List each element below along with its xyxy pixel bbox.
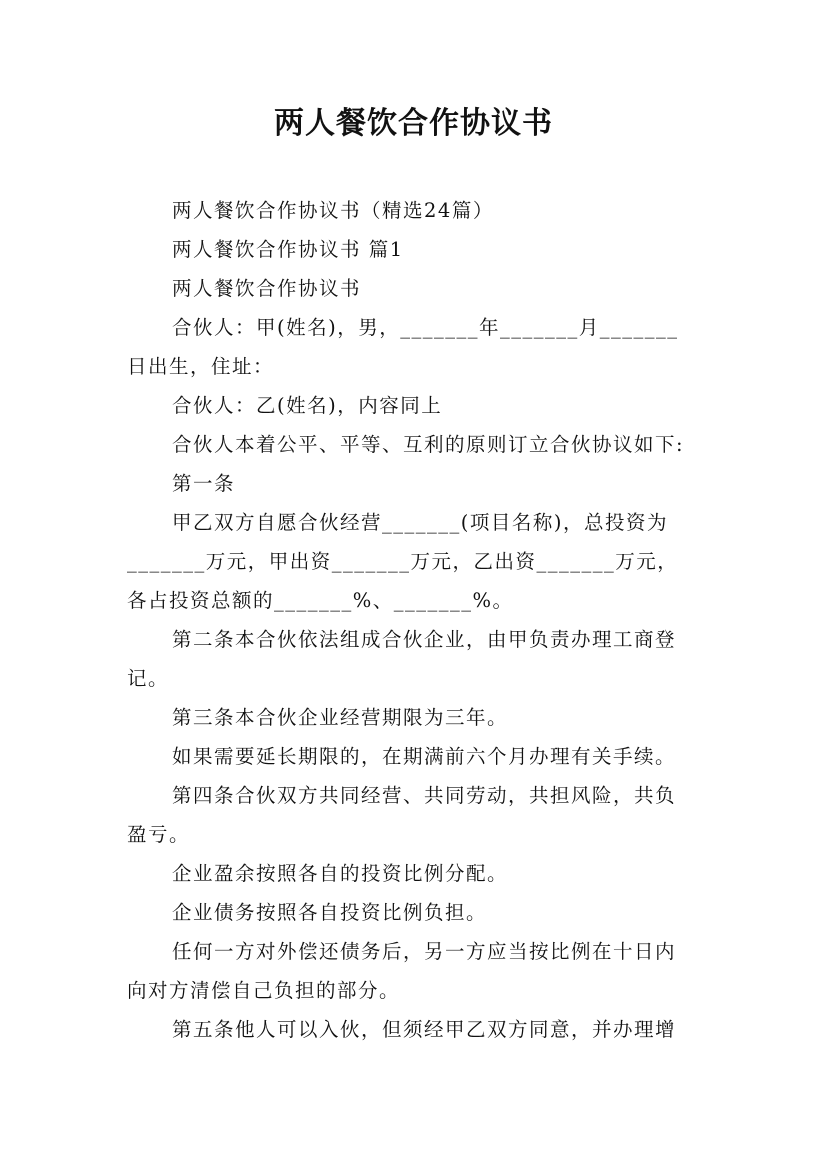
body-line: 第三条本合伙企业经营期限为三年。 [172,706,509,729]
body-line: 合伙人：乙(姓名)，内容同上 [172,394,443,417]
body-line: 第二条本合伙依法组成合伙企业，由甲负责办理工商登 [172,628,677,651]
body-line: 合伙人：甲(姓名)，男，_______年_______月_______ [172,316,679,339]
body-line: 第五条他人可以入伙，但须经甲乙双方同意，并办理增 [172,1018,677,1041]
body-line: 盈亏。 [127,823,191,846]
body-line: _______万元，甲出资_______万元，乙出资_______万元， [127,550,679,573]
body-line: 两人餐饮合作协议书 篇1 [172,238,404,261]
body-line: 甲乙双方自愿合伙经营_______(项目名称)，总投资为 [172,511,668,534]
body-line: 日出生，住址： [127,355,275,378]
body-line: 如果需要延长期限的，在期满前六个月办理有关手续。 [172,745,677,768]
body-line: 向对方清偿自己负担的部分。 [127,979,401,1002]
body-line: 任何一方对外偿还债务后，另一方应当按比例在十日内 [172,940,677,963]
body-line: 各占投资总额的_______%、_______%。 [127,589,514,612]
body-line: 企业盈余按照各自的投资比例分配。 [172,862,509,885]
body-line: 两人餐饮合作协议书（精选24篇） [172,199,494,222]
document-title: 两人餐饮合作协议书 [274,106,553,141]
document-body [127,191,717,1049]
body-line: 两人餐饮合作协议书 [172,277,362,300]
body-line: 第四条合伙双方共同经营、共同劳动，共担风险，共负 [172,784,677,807]
body-line: 企业债务按照各自投资比例负担。 [172,901,488,924]
body-line: 记。 [127,667,170,690]
body-line: 合伙人本着公平、平等、互利的原则订立合伙协议如下: [172,433,685,456]
body-line: 第一条 [172,472,236,495]
